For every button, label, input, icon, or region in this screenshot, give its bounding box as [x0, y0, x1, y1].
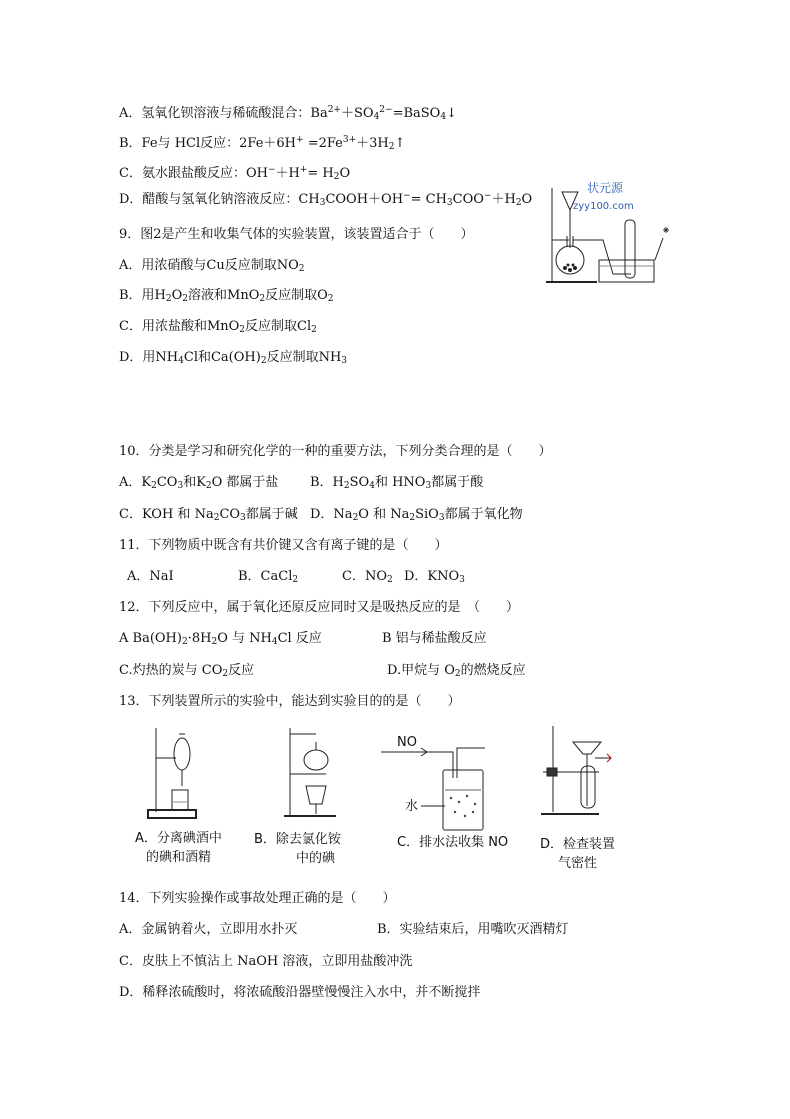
q14-option-a: A．金属钠着火，立即用水扑灭 [119, 922, 298, 937]
text: D．KNO [404, 569, 460, 584]
text: =2Fe [303, 136, 343, 151]
text: C.灼热的炭与 CO [119, 663, 223, 678]
text: B．CaCl [238, 569, 293, 584]
sub: 3 [459, 575, 465, 585]
text: C．用浓盐酸和MnO [119, 319, 240, 334]
text: 反应制取O [265, 288, 328, 303]
sup: − [267, 165, 276, 175]
sub: 2 [409, 513, 416, 523]
sub: 2 [165, 294, 172, 304]
q10-option-b [310, 475, 483, 491]
text: D．用NH [119, 350, 179, 365]
text: 和K [183, 475, 206, 490]
watermark-name: 状元源 [587, 181, 624, 195]
caption-line: 的碘和酒精 [145, 850, 211, 865]
collection-tube [625, 220, 635, 278]
text: ＋3H [356, 136, 389, 151]
asterisk-icon [663, 227, 669, 233]
caption-c: C．排水法收集 NO [397, 835, 509, 850]
sub: 2 [333, 172, 340, 182]
sub: 4 [369, 481, 375, 491]
caption-a [135, 829, 222, 867]
figure-c-water-collection [377, 732, 497, 832]
text: ＋SO [340, 106, 374, 121]
caption-b [254, 830, 341, 868]
sub: 2 [213, 513, 220, 523]
caption-line: D．检查装置 [540, 837, 616, 852]
sub: 4 [271, 637, 278, 647]
text: 反应制取Cl [245, 319, 312, 334]
q8-option-b [119, 136, 405, 152]
sub: 2 [181, 637, 188, 647]
q10-option-a [119, 475, 278, 491]
sup: + [299, 165, 308, 175]
q9-option-b [119, 288, 334, 304]
sup: 2+ [327, 105, 341, 115]
q13-stem: 13．下列装置所示的实验中，能达到实验目的的是（ ） [119, 694, 461, 709]
sub: 2 [515, 198, 522, 208]
sub: 2 [182, 294, 189, 304]
text: 反应 [228, 663, 255, 678]
q12-stem: 12．下列反应中，属于氧化还原反应同时又是吸热反应的是 （ ） [119, 600, 520, 615]
sub: 2 [205, 481, 212, 491]
text: CO [219, 507, 241, 522]
q14-option-d: D．稀释浓硫酸时，将浓硫酸沿器壁慢慢注入水中，并不断搅拌 [119, 985, 481, 1000]
q10-option-d [310, 507, 523, 523]
text: = H [307, 166, 334, 181]
sub: 2 [343, 481, 350, 491]
caption-line: A．分离碘酒中 [135, 831, 222, 846]
text: =BaSO [392, 106, 441, 121]
sub: 4 [373, 112, 380, 122]
text: ·8H [187, 631, 212, 646]
sup: 2− [379, 105, 393, 115]
text: 和 HNO [374, 475, 426, 490]
q8-option-d [119, 192, 532, 208]
text: CO [156, 475, 178, 490]
sub: 2 [259, 294, 266, 304]
sub: 2 [151, 481, 157, 491]
caption-line: B．除去氯化铵 [254, 832, 341, 847]
text: O 都属于盐 [211, 475, 279, 490]
sub: 2 [211, 637, 218, 647]
q11-option-c [342, 569, 393, 585]
q14-option-b: B．实验结束后，用嘴吹灭酒精灯 [377, 922, 569, 937]
text: 溶液和MnO [188, 288, 260, 303]
text: O [339, 166, 351, 181]
text: C．KOH 和 Na [119, 507, 214, 522]
sub: 3 [177, 481, 184, 491]
figure-gas-apparatus [543, 178, 693, 290]
sub: 2 [352, 513, 359, 523]
text: A．氢氧化钡溶液与稀硫酸混合：Ba [119, 106, 328, 121]
sub: 2 [239, 325, 246, 335]
sub: 3 [438, 513, 445, 523]
q12-option-c [119, 663, 254, 679]
sub: 2 [260, 356, 267, 366]
text: SiO [415, 507, 439, 522]
figure-a-separatory-funnel [142, 724, 222, 824]
q9-stem: 9．图2是产生和收集气体的实验装置，该装置适合于（ ） [119, 227, 474, 242]
watermark-url: zyy100.com [573, 201, 634, 212]
q12-option-d [387, 663, 526, 679]
q9-option-c [119, 319, 317, 335]
q12-option-a [119, 631, 322, 647]
water-trough [599, 260, 654, 282]
q11-option-d [404, 569, 465, 585]
sub: 3 [319, 198, 326, 208]
sub: 2 [292, 575, 299, 585]
figure-b-sublimation [280, 724, 360, 824]
q11-option-a: A．NaI [127, 569, 174, 584]
sub: 3 [341, 356, 348, 366]
sub: 4 [178, 356, 184, 366]
sup: + [296, 135, 304, 145]
text: = CH [410, 192, 447, 207]
q10-stem: 10．分类是学习和研究化学的一种的重要方法，下列分类合理的是（ ） [119, 444, 552, 459]
text: B．Fe与 HCl反应：2Fe＋6H [119, 136, 297, 151]
text: ↑ [394, 136, 406, 151]
sub: 2 [222, 669, 229, 679]
q11-stem: 11．下列物质中既含有共价键又含有离子键的是（ ） [119, 538, 448, 553]
water-bubbles [450, 795, 476, 817]
text: D．醋酸与氢氧化钠溶液反应：CH [119, 192, 320, 207]
text: ＋H [275, 166, 300, 181]
sub: 3 [240, 513, 246, 523]
sub: 3 [425, 481, 432, 491]
q9-option-a [119, 258, 304, 274]
text: SO [349, 475, 370, 490]
text: O [171, 288, 183, 303]
q8-option-a [119, 106, 457, 122]
text: D．Na [310, 507, 353, 522]
sub: 3 [446, 198, 453, 208]
caption-line: 气密性 [558, 856, 598, 871]
figure-d-airtightness [535, 722, 645, 822]
text: C．氨水跟盐酸反应：OH [119, 166, 268, 181]
text: O 与 NH [217, 631, 272, 646]
text: 都属于酸 [431, 475, 484, 490]
q11-option-b [238, 569, 298, 585]
text: C．NO [342, 569, 387, 584]
text: A．用浓硝酸与Cu反应制取NO [119, 258, 299, 273]
text: COOH＋OH [325, 192, 404, 207]
text: ＋H [491, 192, 516, 207]
q12-option-b: B 铝与稀盐酸反应 [382, 631, 487, 646]
text: 都属于氧化物 [444, 507, 523, 522]
caption-line: 中的碘 [295, 851, 335, 866]
label-water: 水 [405, 799, 419, 814]
q8-option-c [119, 166, 350, 182]
text: ↓ [446, 106, 457, 121]
q14-stem: 14．下列实验操作或事故处理正确的是（ ） [119, 891, 396, 906]
text: COO [452, 192, 484, 207]
text: 都属于碱 [245, 507, 298, 522]
sub: 2 [386, 575, 393, 585]
q10-option-c [119, 507, 298, 523]
spark-line [655, 238, 663, 260]
q9-option-d [119, 350, 347, 366]
sub: 2 [327, 294, 334, 304]
text: B．用H [119, 288, 166, 303]
q14-option-c: C．皮肤上不慎沾上 NaOH 溶液，立即用盐酸冲洗 [119, 954, 413, 969]
sup: − [483, 191, 492, 201]
caption-d [540, 835, 615, 873]
label-no: NO [397, 735, 417, 750]
delivery-tube [573, 240, 631, 274]
sub: 2 [388, 142, 395, 152]
sub: 2 [311, 325, 317, 335]
sup: − [403, 191, 411, 201]
sub: 2 [298, 264, 305, 274]
text: 的燃烧反应 [460, 663, 526, 678]
text: O 和 Na [358, 507, 410, 522]
text: O [521, 192, 533, 207]
text: 反应制取NH [266, 350, 342, 365]
text: Cl和Ca(OH) [183, 350, 261, 365]
text: Cl 反应 [277, 631, 322, 646]
sub: 4 [440, 112, 447, 122]
sup: 3+ [342, 135, 357, 145]
text: A．K [119, 475, 152, 490]
text: A Ba(OH) [119, 631, 182, 646]
text: D.甲烷与 O [387, 663, 455, 678]
text: B．H [310, 475, 344, 490]
flask-solid [563, 264, 577, 273]
sub: 2 [454, 669, 461, 679]
